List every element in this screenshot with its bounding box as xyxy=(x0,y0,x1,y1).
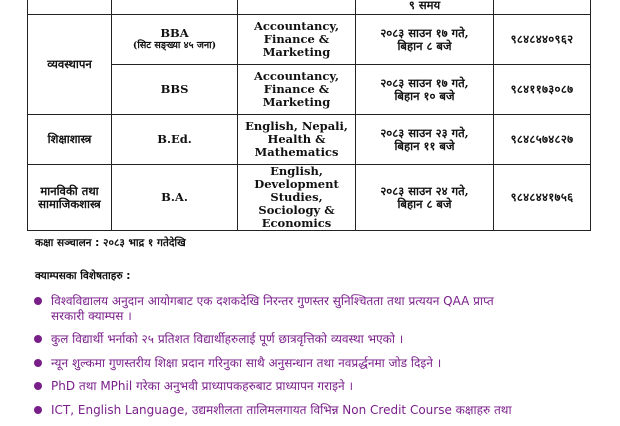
table-row xyxy=(28,15,591,65)
table-row xyxy=(28,165,591,231)
subject-line: Accountancy, xyxy=(253,69,340,83)
date-line: २०८३ साउन १७ गते, xyxy=(380,75,469,90)
cell-subjects-bbs xyxy=(238,65,356,115)
list-item xyxy=(33,332,593,347)
cell-subjects-ba xyxy=(238,165,356,231)
time-line: बिहान ८ बजे xyxy=(397,196,452,211)
program-name: BBA xyxy=(160,26,189,40)
cell-date-bba xyxy=(356,15,494,65)
list-item xyxy=(33,379,593,394)
subject-line: Finance & xyxy=(263,32,330,46)
table-row xyxy=(28,115,591,165)
cell-subjects-bed xyxy=(238,115,356,165)
bullet-icon xyxy=(34,359,42,367)
feature-line: कुल विद्यार्थी भर्नाको २५ प्रतिशत विद्यार्थीहरुलाई पूर्ण छात्रवृत्तिको व्यवस्था भएको । xyxy=(51,332,404,346)
cell-date-bed xyxy=(356,115,494,165)
feature-line: सरकारी क्याम्पस । xyxy=(51,308,132,323)
list-item xyxy=(33,403,593,418)
class-start-text: कक्षा सञ्चालन : २०८३ भाद्र १ गतेदेखि xyxy=(35,237,186,249)
bullet-icon xyxy=(34,335,42,343)
features-list xyxy=(33,294,593,426)
cell-faculty-humanities xyxy=(28,165,112,231)
subject-line: Economics xyxy=(261,216,332,230)
cell-subjects-bba xyxy=(238,15,356,65)
faculty-line: सामाजिकशास्त्र xyxy=(38,196,101,211)
cell-program-bba xyxy=(112,15,238,65)
subject-line: Accountancy, xyxy=(253,19,340,33)
program-name: B.A. xyxy=(161,190,188,204)
cell-program-bed xyxy=(112,115,238,165)
cell-program-top xyxy=(112,0,238,15)
subject-line: English, Nepali, xyxy=(245,119,348,133)
bullet-icon xyxy=(34,382,42,390)
cell-subjects-top xyxy=(238,0,356,15)
cell-phone-bba: ९८४८४४०९६२ xyxy=(494,15,591,65)
program-name: B.Ed. xyxy=(157,132,192,146)
program-seats: (सिट सङ्ख्या ४५ जना) xyxy=(132,40,217,51)
table-row-top-partial xyxy=(28,0,591,15)
cell-phone-bbs: ९८४११७३०८७ xyxy=(494,65,591,115)
subject-line: Health & xyxy=(267,132,326,146)
cell-program-bbs xyxy=(112,65,238,115)
cell-time-top: ९ समय xyxy=(356,0,494,15)
time-line: बिहान ११ बजे xyxy=(394,138,455,153)
time-line: बिहान १० बजे xyxy=(394,88,455,103)
program-table xyxy=(27,0,591,231)
cell-program-ba xyxy=(112,165,238,231)
subject-line: Studies, Sociology & xyxy=(258,190,335,217)
subject-line: Mathematics xyxy=(254,145,339,159)
subject-line: Marketing xyxy=(262,95,331,109)
program-name: BBS xyxy=(160,82,189,96)
time-line: बिहान ८ बजे xyxy=(397,38,452,53)
feature-line: विश्वविद्यालय अनुदान आयोगबाट एक दशकदेखि निरन्तर गुणस्तर सुनिश्चितता तथा प्रत्ययन QAA प्राप्त xyxy=(51,294,494,308)
date-line: २०८३ साउन २३ गते, xyxy=(380,125,469,140)
bullet-icon xyxy=(34,297,42,305)
table-row xyxy=(28,65,591,115)
date-line: २०८३ साउन १७ गते, xyxy=(380,25,469,40)
cell-phone-ba: ९८४८४४१७५६ xyxy=(494,165,591,231)
subject-line: English, xyxy=(270,164,323,178)
date-line: २०८३ साउन २४ गते, xyxy=(380,183,469,198)
feature-line: न्यून शुल्कमा गुणस्तरीय शिक्षा प्रदान गरिनुका साथै अनुसन्धान तथा नवप्रर्द्धनमा जोड दिइने । xyxy=(51,355,442,370)
list-item xyxy=(33,356,593,371)
cell-faculty-management: व्यवस्थापन xyxy=(28,15,112,115)
cell-phone-top xyxy=(494,0,591,15)
cell-faculty-education: शिक्षाशास्त्र xyxy=(28,115,112,165)
subject-line: Marketing xyxy=(262,45,331,59)
feature-line: ICT, English Language, उद्यमशीलता तालिमलगायत विभिन्न Non Credit Course कक्षाहरु तथा xyxy=(51,402,512,417)
cell-faculty-top xyxy=(28,0,112,15)
list-item xyxy=(33,294,593,323)
cell-date-ba xyxy=(356,165,494,231)
subject-line: Development xyxy=(254,177,339,191)
bullet-icon xyxy=(34,406,42,414)
cell-date-bbs xyxy=(356,65,494,115)
feature-line: PhD तथा MPhil गरेका अनुभवी प्राध्यापकहरुबाट प्राध्यापन गराइने । xyxy=(51,379,354,393)
subject-line: Finance & xyxy=(263,82,330,96)
cell-phone-bed: ९८४८५७४८२७ xyxy=(494,115,591,165)
faculty-line: मानविकी तथा xyxy=(40,183,99,198)
features-heading: क्याम्पसका विशेषताहरु : xyxy=(35,270,131,282)
